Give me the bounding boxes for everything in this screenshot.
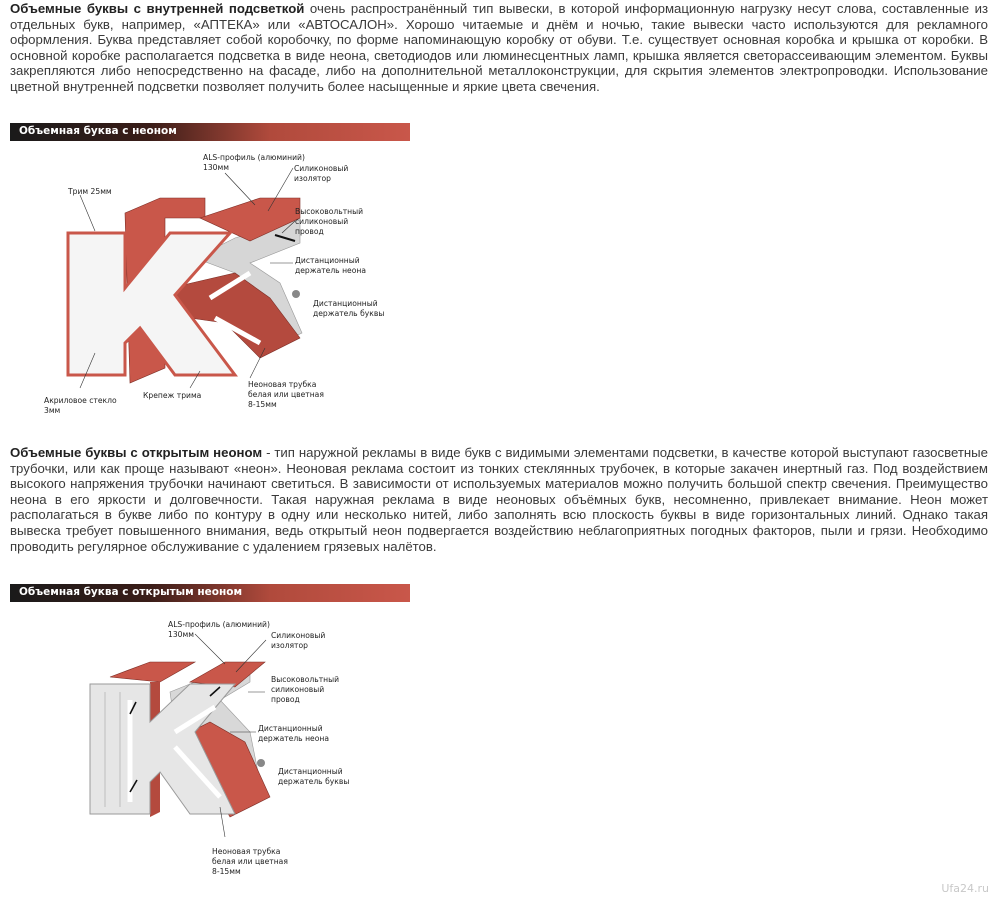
watermark: Ufa24.ru bbox=[941, 882, 989, 895]
paragraph-open-neon bbox=[10, 445, 988, 554]
paragraph-heading: Объемные буквы с внутренней подсветкой bbox=[10, 1, 305, 16]
label-neon-tube: Неоновая трубка белая или цветная 8-15мм bbox=[212, 847, 288, 876]
figure-title: Объемная буква с открытым неоном bbox=[19, 586, 243, 598]
label-letter-holder: Дистанционный держатель буквы bbox=[278, 767, 350, 786]
paragraph-internal-lighting bbox=[10, 1, 988, 95]
figure-open-neon-letter bbox=[10, 582, 410, 900]
label-silicone-insulator: Силиконовый изолятор bbox=[294, 164, 349, 183]
label-silicone-insulator: Силиконовый изолятор bbox=[271, 631, 326, 650]
figure-title: Объемная буква с неоном bbox=[19, 125, 177, 137]
figure-neon-letter bbox=[10, 123, 410, 444]
label-acrylic-glass: Акриловое стекло 3мм bbox=[44, 396, 117, 415]
paragraph-text: - тип наружной рекламы в виде букв с видимыми элементами подсветки, в качестве которой выступают газосветные трубочки, или как проще называют «неон». Неоновая реклама состоит из тонких стеклянных трубочек, в которые закачен инертный газ. Под воздействием высокого напряжения трубочки начинают светиться. В зависимости от используемых материалов можно получить большой спектр свечения. Преимущество неона в его яркости и долговечности. Такая наружная реклама в виде неоновых объёмных букв, несомненно, привлекает внимание. Неон может располагаться в букве либо по контуру в одну или несколько нитей, либо заполнять всю плоскость буквы в виде горизонтальных линий. Однако такая вывеска требует повышенного внимания, ведь открытый неон подвергается воздействию неблагоприятных погодных факторов, пыли и грязи. Необходимо проводить регулярное обслуживание с удалением грязевых налётов. bbox=[10, 445, 988, 554]
paragraph-text: очень распространённый тип вывески, в которой информационную нагрузку несут слова, составленные из отдельных букв, например, «АПТЕКА» или «АВТОСАЛОН». Хорошо читаемые и днём и ночью, такие вывески часто используются для рекламного оформления. Буква представляет собой коробочку, по форме напоминающую коробку от обуви. Т.е. существует основная коробка и крышка от коробки. В основной коробке располагается подсветка в виде неона, светодиодов или люминесцентных ламп, крышка является светорассеивающим элементом. Буквы закрепляются либо непосредственно на фасаде, либо на дополнительной металлоконструкции, для скрытия элементов электропроводки. Использование цветной внутренней подсветки позволяет получить более насыщенные и яркие цвета свечения. bbox=[10, 1, 988, 94]
label-als-profile: ALS-профиль (алюминий) 130мм bbox=[168, 620, 270, 639]
label-neon-holder: Дистанционный держатель неона bbox=[295, 256, 366, 275]
label-als-profile: ALS-профиль (алюминий) 130мм bbox=[203, 153, 305, 172]
label-neon-tube: Неоновая трубка белая или цветная 8-15мм bbox=[248, 380, 324, 409]
label-trim: Трим 25мм bbox=[68, 187, 112, 196]
label-hv-wire: Высоковольтный силиконовый провод bbox=[271, 675, 340, 704]
paragraph-heading: Объемные буквы с открытым неоном bbox=[10, 445, 263, 460]
label-hv-wire: Высоковольтный силиконовый провод bbox=[295, 207, 364, 236]
label-trim-mount: Крепеж трима bbox=[143, 391, 202, 400]
label-letter-holder: Дистанционный держатель буквы bbox=[313, 299, 385, 318]
label-neon-holder: Дистанционный держатель неона bbox=[258, 724, 329, 743]
